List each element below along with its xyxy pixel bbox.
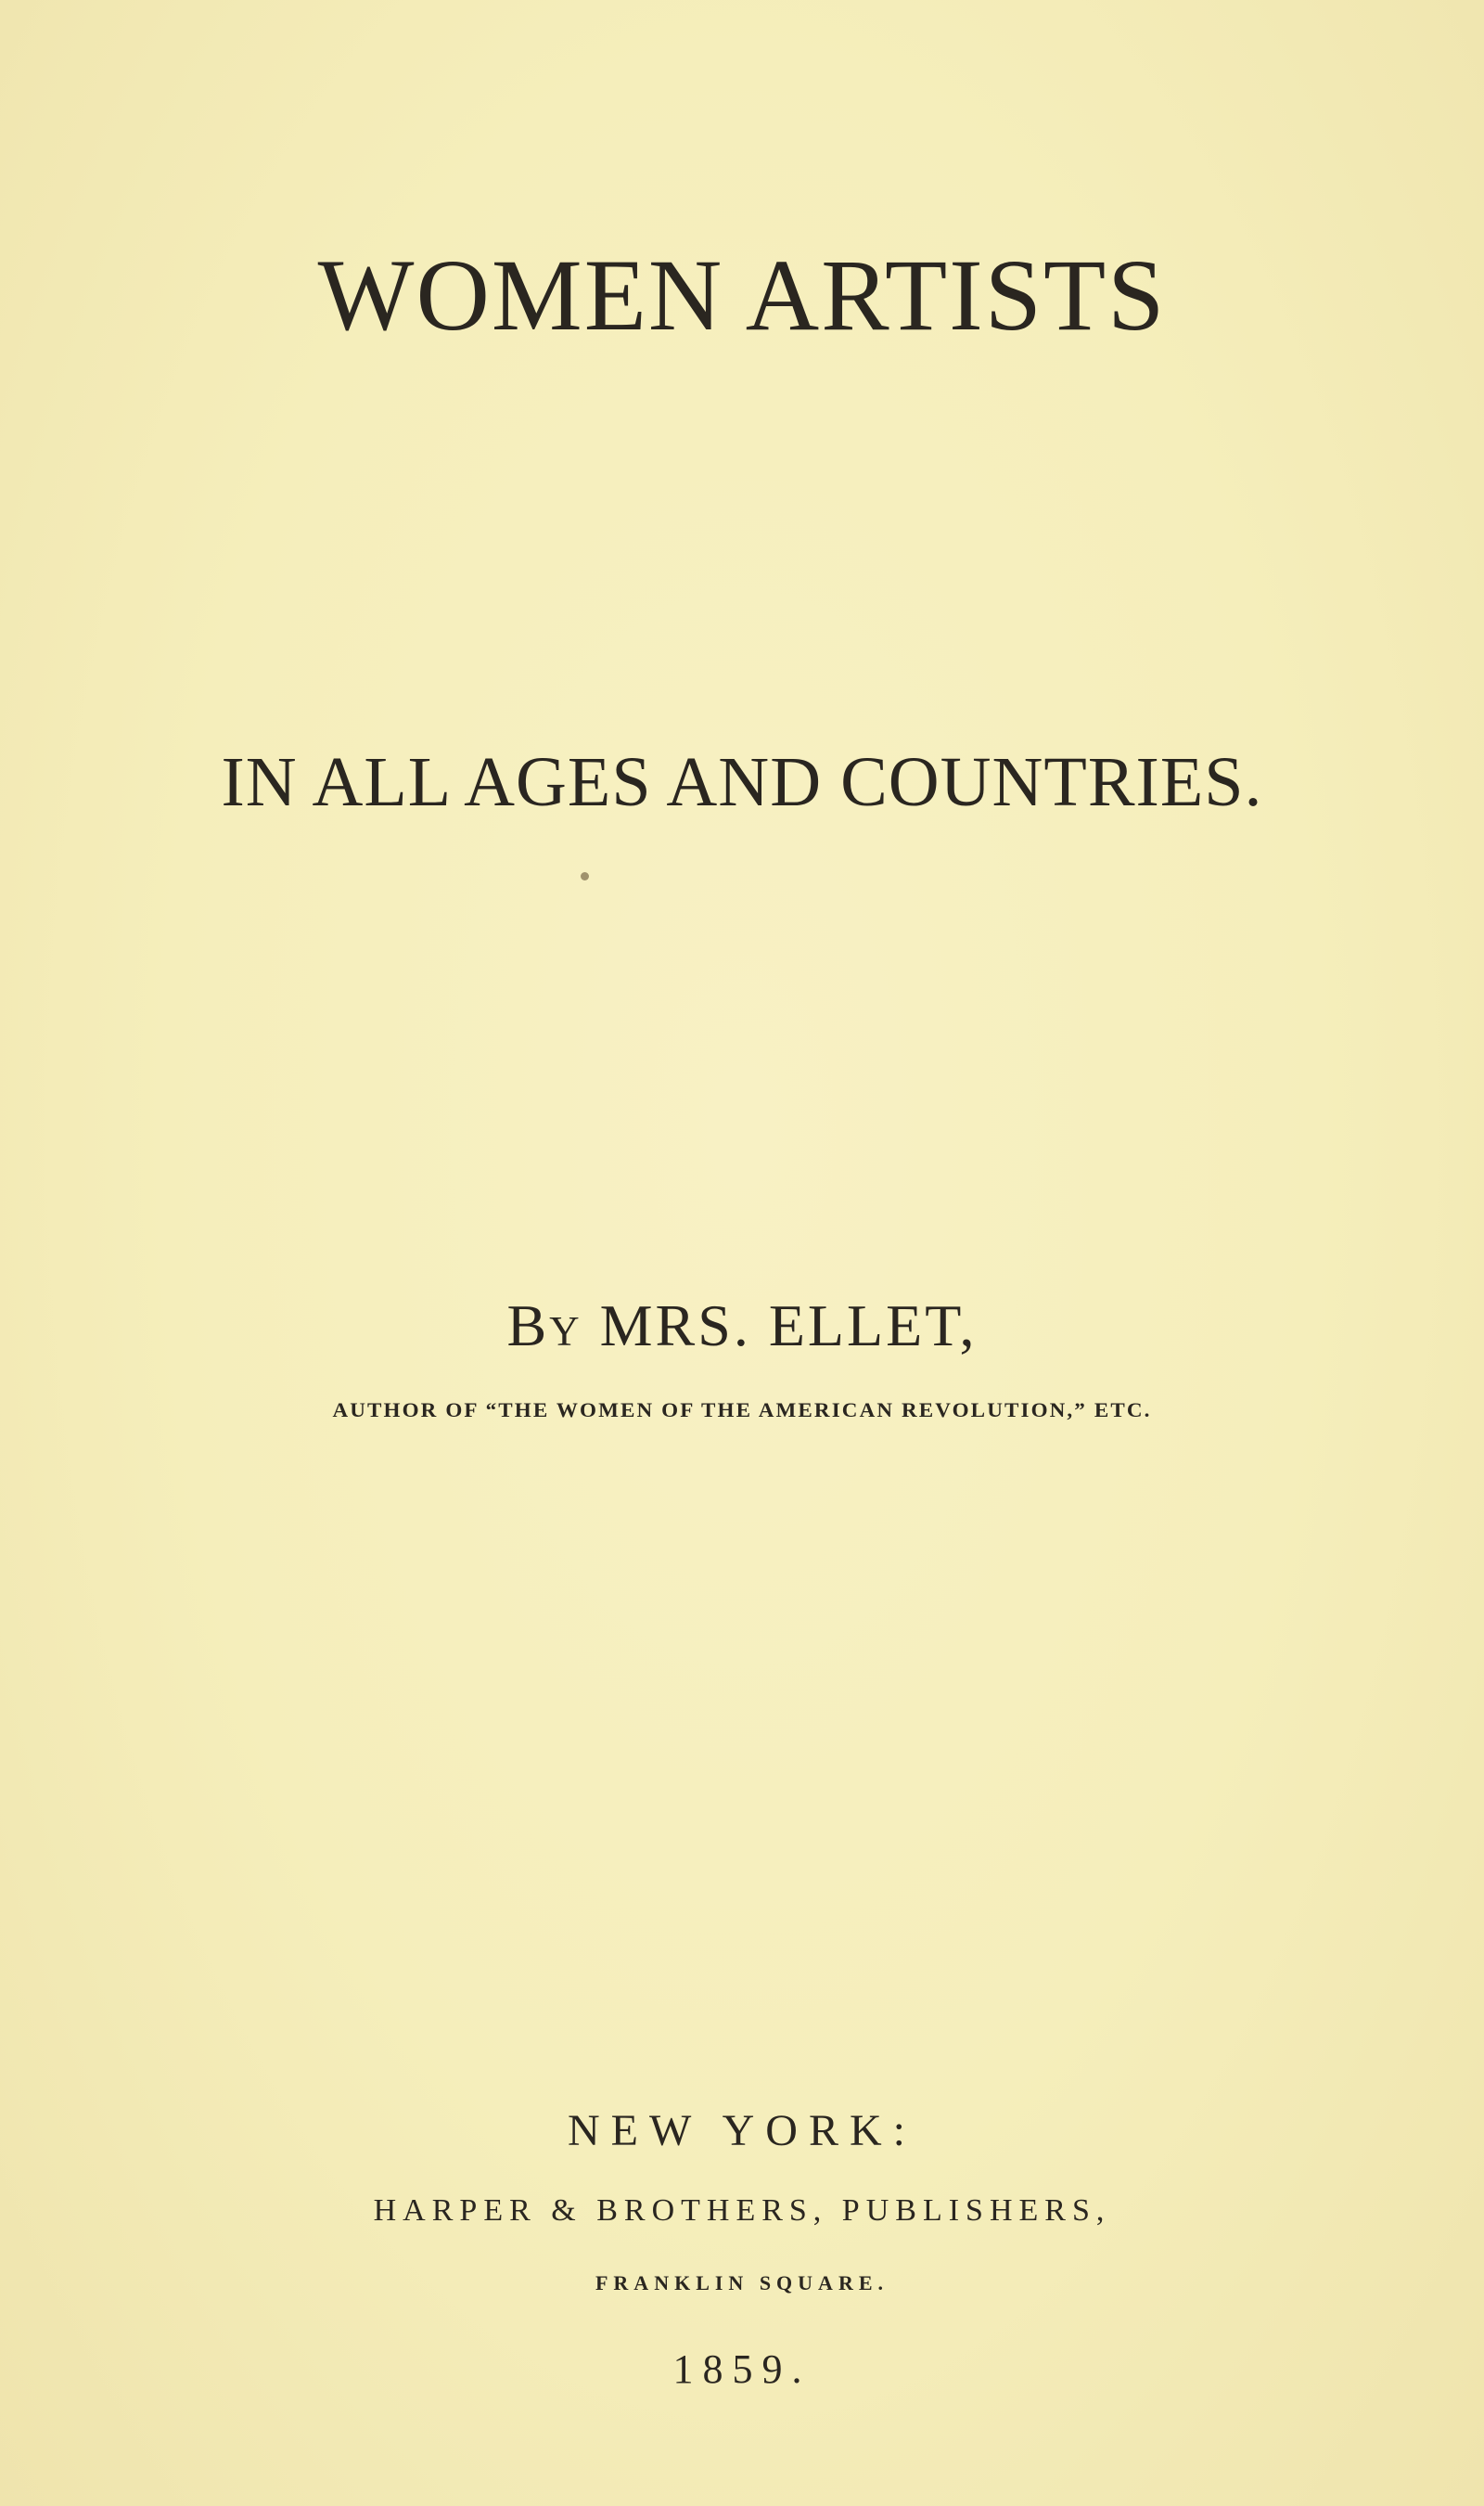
byline-by: By [506,1292,582,1358]
book-title: WOMEN ARTISTS [317,238,1167,352]
ink-speck [581,872,589,880]
publication-year: 1859. [672,2346,812,2392]
byline [0,1292,1484,1360]
publication-place: NEW YORK: [568,2106,916,2155]
book-subtitle: IN ALL AGES AND COUNTRIES. [221,743,1263,821]
author-name: MRS. ELLET, [599,1292,978,1358]
publisher-address: FRANKLIN SQUARE. [595,2271,889,2294]
publisher-name: HARPER & BROTHERS, PUBLISHERS, [373,2193,1111,2228]
bleed-through-text [139,1067,1345,1121]
author-credit: AUTHOR OF “THE WOMEN OF THE AMERICAN REVOLUTION,” ETC. [332,1398,1152,1421]
